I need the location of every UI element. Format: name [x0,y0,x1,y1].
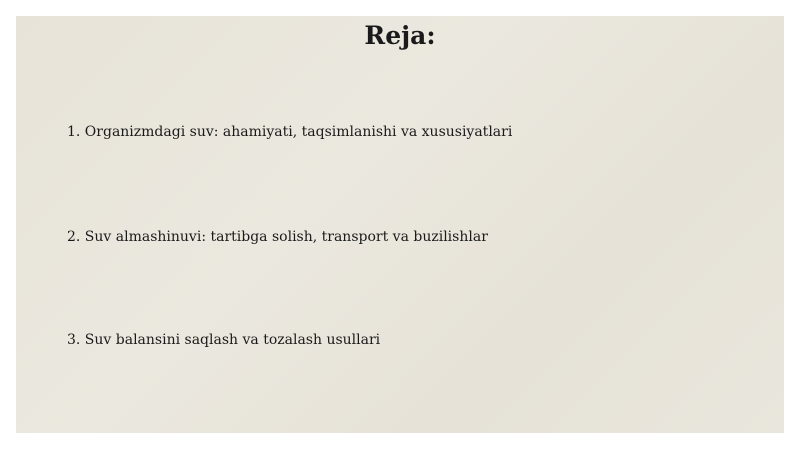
plan-item-2: 2. Suv almashinuvi: tartibga solish, transport va buzilishlar [67,229,488,245]
slide-title: Reja: [364,21,436,50]
slide [16,16,784,433]
plan-item-3: 3. Suv balansini saqlash va tozalash usullari [67,332,381,348]
plan-item-1: 1. Organizmdagi suv: ahamiyati, taqsimlanishi va xususiyatlari [67,124,513,140]
